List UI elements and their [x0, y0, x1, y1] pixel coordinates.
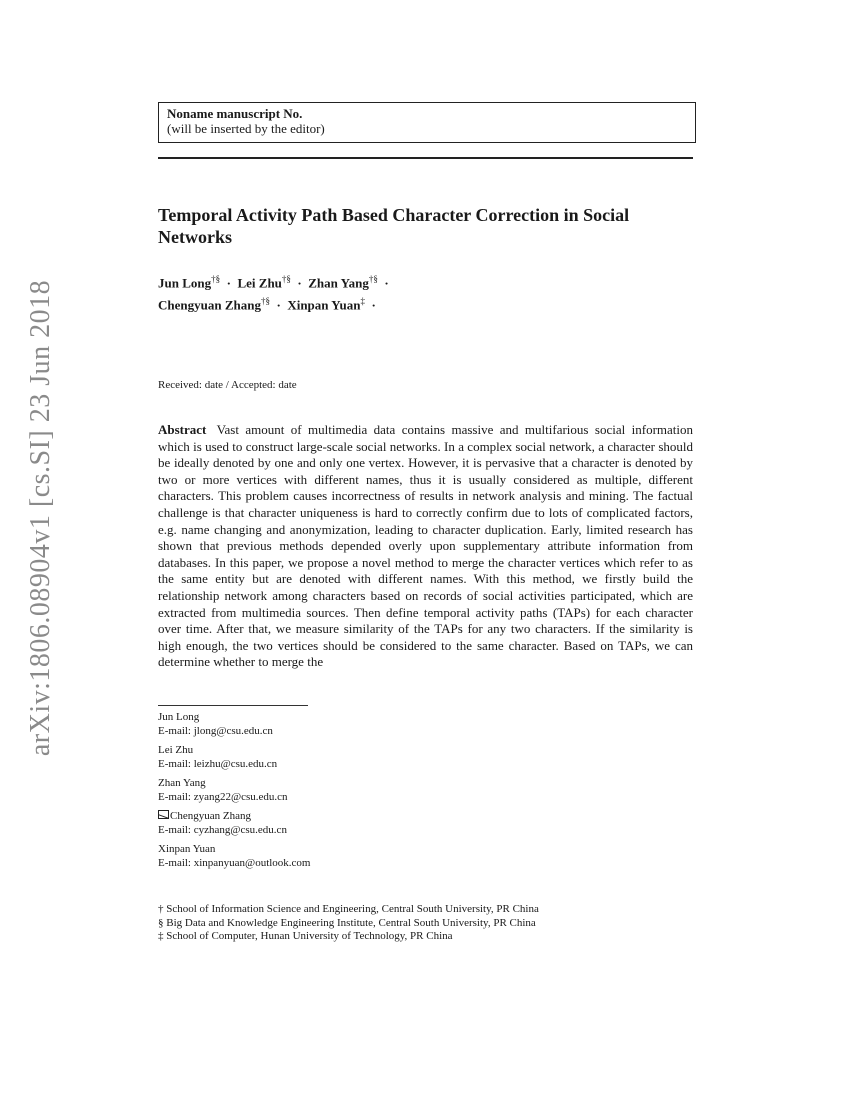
author-separator: · [384, 275, 389, 291]
author-separator: · [297, 275, 302, 291]
affiliation: § Big Data and Knowledge Engineering Institute, Central South University, PR China [158, 916, 536, 929]
arxiv-stamp [25, 279, 57, 757]
envelope-icon [158, 810, 169, 819]
abstract-text: Vast amount of multimedia data contains massive and multifarious social information which is used to construct large-scale social networks. In a complex social network, a character should be ideally denoted by one and only one vertex. However, it is pervasive that a character is denoted by two or more vertices with different names, thus it is usually considered as multiple, different characters. This problem causes incorrectness of results in network analysis and mining. The factual challenge is that character uniqueness is hard to correctly confirm due to lots of complicated factors, e.g. name changing and anonymization, leading to character duplication. Early, limited research has shown that previous methods depended overly upon supplementary attribute information from databases. In this paper, we propose a novel method to merge the character vertices which refer to as the same entity but are denoted with different names. With this method, we firstly build the relationship network among characters based on records of social activities participated, which are extracted from multimedia sources. Then define temporal activity paths (TAPs) for each character over time. After that, we measure similarity of the TAPs for any two characters. If the similarity is high enough, the two vertices should be considered to the same character. Based on TAPs, we can determine whether to merge the [158, 422, 694, 670]
paper-title: Temporal Activity Path Based Character Correction in Social Networks [158, 205, 630, 247]
affiliation: ‡ School of Computer, Hunan University of Technology, PR China [158, 930, 453, 942]
affiliation: † School of Information Science and Engineering, Central South University, PR China [158, 903, 539, 915]
author-marks: ‡ [360, 296, 365, 307]
affiliation-list [158, 903, 539, 944]
author-separator: · [371, 297, 376, 313]
author-marks: †§ [368, 274, 378, 284]
author-name: Chengyuan Zhang [158, 297, 261, 313]
contact-email: E-mail: xinpanyuan@outlook.com [158, 856, 311, 869]
contact-list [158, 711, 311, 876]
contact-email: E-mail: cyzhang@csu.edu.cn [158, 823, 287, 836]
abstract-label: Abstract [158, 422, 207, 437]
contact-entry [158, 843, 311, 870]
received-date: Received: date / Accepted: date [158, 379, 297, 391]
author-name: Xinpan Yuan [287, 297, 361, 313]
contact-name: Lei Zhu [158, 744, 194, 756]
contact-entry [158, 711, 311, 738]
contact-name: Jun Long [158, 711, 200, 723]
contact-name: Xinpan Yuan [158, 843, 216, 855]
author-name: Lei Zhu [237, 275, 282, 291]
author-separator: · [276, 297, 281, 313]
contact-entry-corresponding [158, 810, 311, 837]
abstract [158, 422, 693, 671]
contact-email: E-mail: leizhu@csu.edu.cn [158, 757, 278, 770]
contact-name: Chengyuan Zhang [170, 810, 251, 822]
contact-name: Zhan Yang [158, 777, 206, 789]
author-separator: · [226, 275, 231, 291]
manuscript-number: Noname manuscript No. [167, 106, 303, 121]
editor-note-box [158, 102, 696, 143]
author-list [158, 270, 698, 315]
arxiv-stamp-text: arXiv:1806.08904v1 [cs.SI] 23 Jun 2018 [25, 279, 57, 757]
contact-entry [158, 777, 311, 804]
author-name: Zhan Yang [308, 275, 369, 291]
footnote-rule [158, 705, 308, 706]
contact-email: E-mail: zyang22@csu.edu.cn [158, 790, 288, 803]
editor-note: (will be inserted by the editor) [167, 121, 325, 136]
author-line-1 [158, 270, 698, 292]
author-marks: †§ [211, 274, 221, 284]
author-line-2 [158, 292, 698, 314]
author-marks: †§ [281, 274, 291, 284]
header-rule [158, 157, 693, 159]
contact-email: E-mail: jlong@csu.edu.cn [158, 724, 273, 737]
author-marks: †§ [260, 296, 270, 307]
contact-entry [158, 744, 311, 771]
author-name: Jun Long [158, 275, 212, 291]
